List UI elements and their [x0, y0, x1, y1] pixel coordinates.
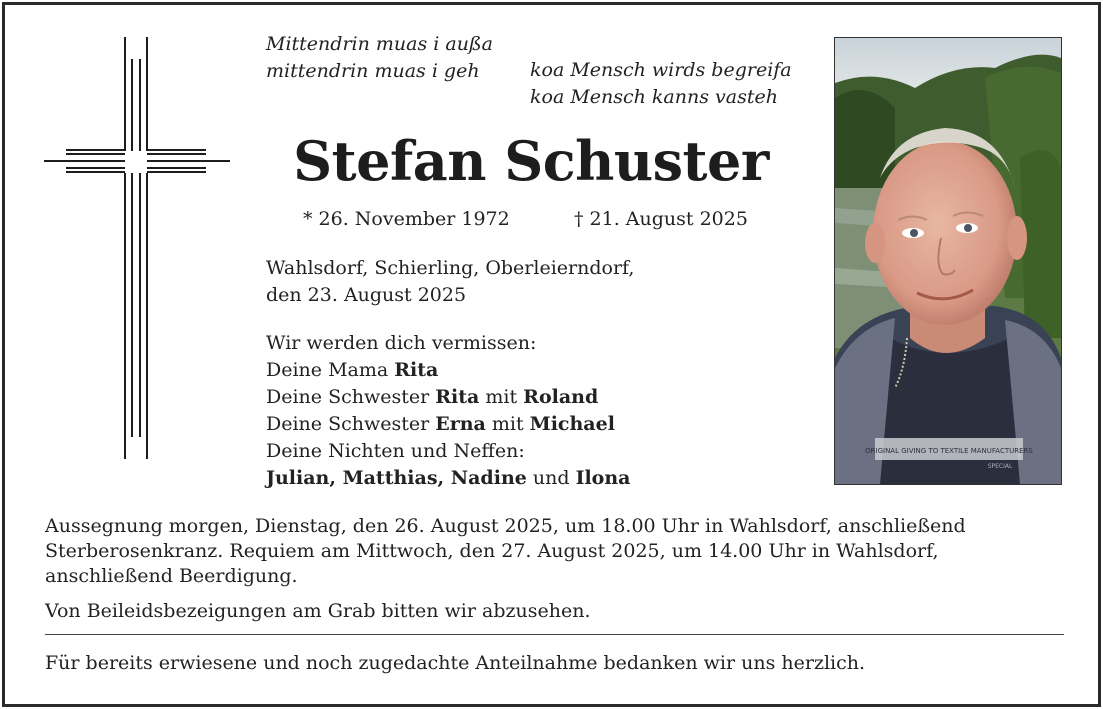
family-line: Deine Nichten und Neffen: — [266, 440, 525, 462]
cross-icon — [44, 37, 230, 459]
motto-line: Mittendrin muas i außa — [266, 33, 493, 55]
shirt-print: ORIGINAL GIVING TO TEXTILE MANUFACTURERS — [865, 447, 1033, 455]
family-line: Julian, Matthias, Nadine und Ilona — [266, 467, 631, 489]
divider — [45, 634, 1064, 635]
motto-line: koa Mensch wirds begreifa — [530, 59, 792, 81]
shirt-print-small: SPECIAL — [987, 463, 1013, 470]
motto-right — [530, 57, 792, 111]
motto-left — [266, 31, 493, 85]
portrait-photo — [834, 37, 1062, 485]
deceased-name: Stefan Schuster — [293, 129, 769, 193]
thanks-note: Für bereits erwiesene und noch zugedachte Anteilnahme bedanken wir uns herzlich. — [45, 652, 866, 674]
motto-line: koa Mensch kanns vasteh — [530, 86, 778, 108]
birth-date: * 26. November 1972 — [303, 208, 510, 230]
condolence-note: Von Beileidsbezeigungen am Grab bitten wir abzusehen. — [45, 600, 591, 622]
motto-line: mittendrin muas i geh — [266, 60, 480, 82]
service-announcement: Aussegnung morgen, Dienstag, den 26. August 2025, um 18.00 Uhr in Wahlsdorf, anschließend Sterberosenkranz. Requiem am Mittwoch, den 27. August 2025, um 14.00 Uhr in Wahlsdorf, anschließend Beerdigung. — [45, 515, 966, 587]
place-line: Wahlsdorf, Schierling, Oberleierndorf, — [266, 257, 635, 279]
family-intro: Wir werden dich vermissen: — [266, 332, 537, 354]
family-line: Deine Schwester Erna mit Michael — [266, 413, 615, 435]
family-line: Deine Schwester Rita mit Roland — [266, 386, 599, 408]
family-list — [266, 330, 630, 492]
family-line: Deine Mama Rita — [266, 359, 439, 381]
death-date: † 21. August 2025 — [574, 208, 748, 230]
place-and-date — [266, 255, 634, 309]
date-line: den 23. August 2025 — [266, 284, 467, 306]
